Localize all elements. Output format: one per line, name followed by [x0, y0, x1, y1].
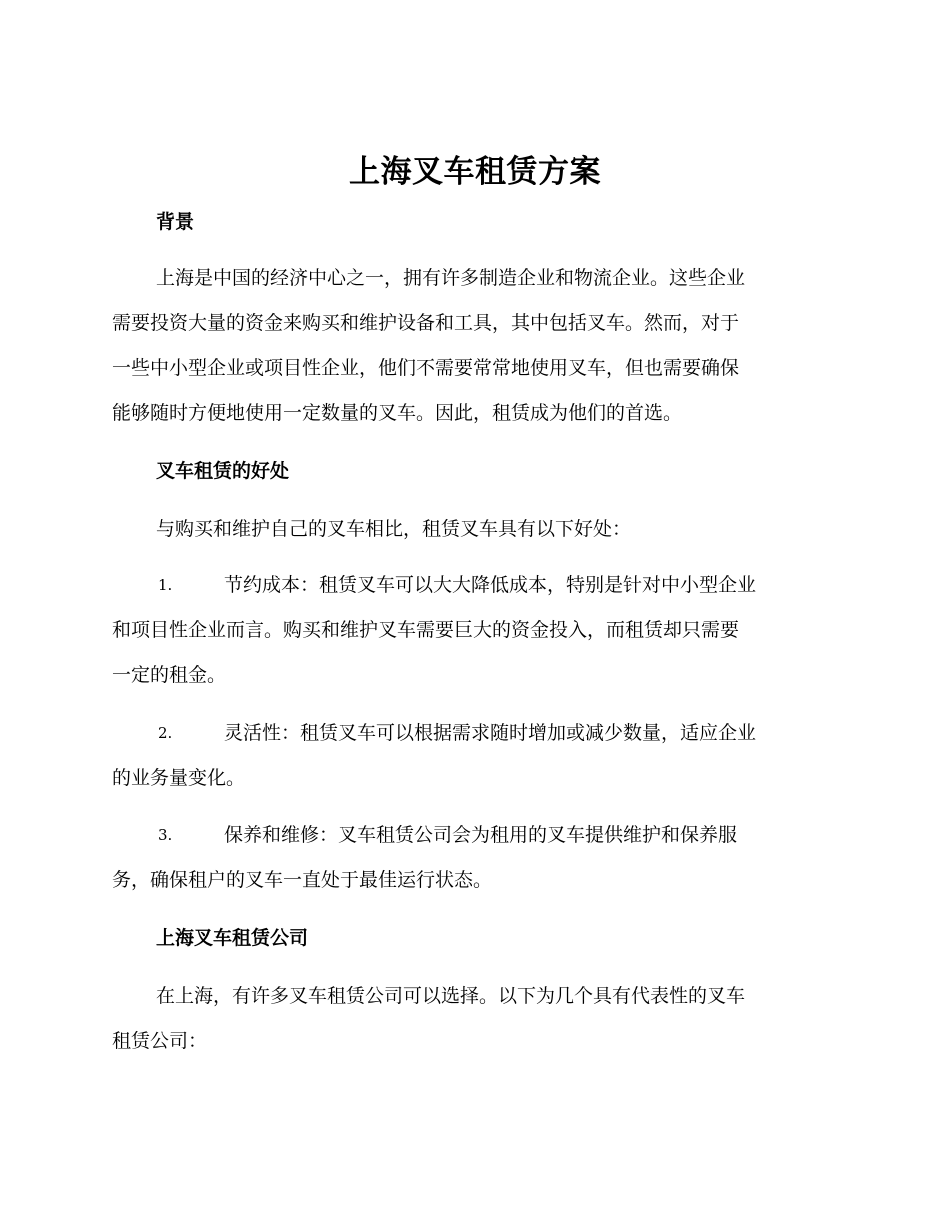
list-item-line: 的业务量变化。 — [112, 767, 246, 789]
list-item-number: 2. — [158, 724, 173, 742]
paragraph-line: 与购买和维护自己的叉车相比，租赁叉车具有以下好处： — [156, 518, 632, 540]
document-title: 上海叉车租赁方案 — [349, 154, 601, 190]
paragraph-line: 在上海，有许多叉车租赁公司可以选择。以下为几个具有代表性的叉车 — [156, 985, 746, 1007]
list-item-line: 一定的租金。 — [112, 664, 227, 686]
section-heading-companies: 上海叉车租赁公司 — [156, 927, 309, 949]
list-item-line: 务，确保租户的叉车一直处于最佳运行状态。 — [112, 869, 493, 891]
section-heading-benefits: 叉车租赁的好处 — [156, 460, 290, 482]
paragraph-line: 上海是中国的经济中心之一，拥有许多制造企业和物流企业。这些企业 — [156, 267, 746, 289]
list-item-line: 保养和维修：叉车租赁公司会为租用的叉车提供维护和保养服 — [224, 824, 738, 846]
section-heading-background: 背景 — [156, 211, 195, 233]
list-item-line: 灵活性：租赁叉车可以根据需求随时增加或减少数量，适应企业 — [224, 722, 757, 744]
list-item-number: 1. — [158, 576, 173, 594]
paragraph-line: 一些中小型企业或项目性企业，他们不需要常常地使用叉车，但也需要确保 — [112, 357, 740, 379]
paragraph-line: 需要投资大量的资金来购买和维护设备和工具，其中包括叉车。然而，对于 — [112, 312, 740, 334]
list-item-number: 3. — [158, 826, 173, 844]
paragraph-line: 租赁公司： — [112, 1030, 208, 1052]
list-item-line: 和项目性企业而言。购买和维护叉车需要巨大的资金投入，而租赁却只需要 — [112, 619, 740, 641]
paragraph-line: 能够随时方便地使用一定数量的叉车。因此，租赁成为他们的首选。 — [112, 402, 683, 424]
list-item-line: 节约成本：租赁叉车可以大大降低成本，特别是针对中小型企业 — [224, 574, 757, 596]
